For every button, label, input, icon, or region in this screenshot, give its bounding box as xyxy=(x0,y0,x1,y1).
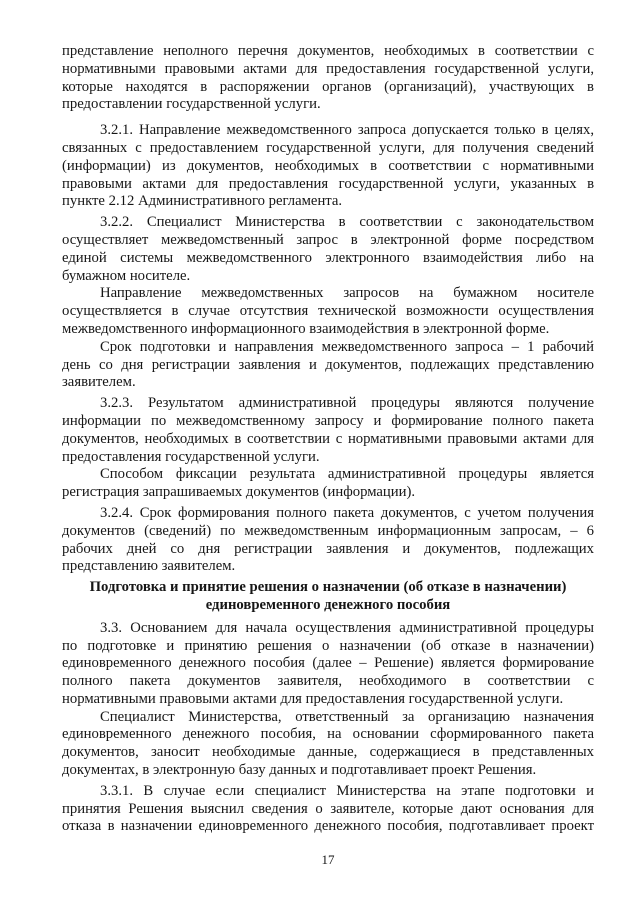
page-number: 17 xyxy=(321,852,335,867)
paragraph xyxy=(62,709,594,780)
text-line: межведомственного информационного взаимодействия в электронной форме. xyxy=(62,320,550,337)
text-line: рабочих дней со дня регистрации заявления и документов, подлежащих xyxy=(62,540,594,557)
section-heading-line: единовременного денежного пособия xyxy=(205,596,451,613)
paragraph-3-2-4 xyxy=(62,505,594,576)
paragraph-3-2-3 xyxy=(62,395,594,466)
text-line: документов (сведений) по межведомственным информационным запросам, – 6 xyxy=(62,522,594,539)
text-line: по подготовке и принятию решения о назначении (об отказе в назначении) xyxy=(62,637,594,654)
text-line: единовременного денежного пособия, на основании сформированного пакета xyxy=(62,726,594,743)
paragraph-3-2-1 xyxy=(62,122,594,211)
text-line: связанных с предоставлением государственной услуги, для получения сведений xyxy=(62,139,594,156)
text-line: 3.2.1. Направление межведомственного запроса допускается только в целях, xyxy=(100,122,594,139)
text-line: предоставления государственной услуги. xyxy=(62,448,320,465)
text-line: правовыми актами для предоставления государственной услуги, указанных в xyxy=(62,175,594,192)
paragraph-3-2-2 xyxy=(62,214,594,285)
text-line: Способом фиксации результата административной процедуры является xyxy=(100,466,594,483)
text-line: заявителем. xyxy=(62,374,136,391)
paragraph-3-3 xyxy=(62,620,594,709)
text-line: единой системы межведомственного электронного взаимодействия либо на xyxy=(62,249,594,266)
text-line: 3.3. Основанием для начала осуществления административной процедуры xyxy=(100,619,594,636)
text-line: осуществляет межведомственный запрос в электронной форме посредством xyxy=(62,231,594,248)
text-line: регистрация запрашиваемых документов (информации). xyxy=(62,484,416,501)
text-line: осуществляется в случае отсутствия технической возможности осуществления xyxy=(62,303,594,320)
text-line: Срок подготовки и направления межведомственного запроса – 1 рабочий xyxy=(100,338,594,355)
text-line: документов, заносит необходимые данные, содержащиеся в представленных xyxy=(62,744,594,761)
section-heading xyxy=(62,579,594,615)
text-line: которые находятся в распоряжении органов (организаций), участвующих в xyxy=(62,78,594,95)
text-line: день со дня регистрации заявления и документов, подлежащих представлению xyxy=(62,356,594,373)
text-line: отказа в назначении единовременного денежного пособия, подготавливает проект xyxy=(62,818,594,835)
paragraph xyxy=(62,285,594,338)
text-line: 3.3.1. В случае если специалист Министерства на этапе подготовки и xyxy=(100,782,594,799)
text-line: полного пакета документов заявителя, необходимого в соответствии с xyxy=(62,673,594,690)
text-line: представлению заявителем. xyxy=(62,558,236,575)
text-line: Специалист Министерства, ответственный за организацию назначения xyxy=(100,708,594,725)
text-line: 3.2.3. Результатом административной процедуры являются получение xyxy=(100,395,594,412)
paragraph xyxy=(62,466,594,502)
section-heading-line: Подготовка и принятие решения о назначении (об отказе в назначении) xyxy=(89,579,567,596)
text-line: представление неполного перечня документов, необходимых в соответствии с xyxy=(62,43,594,59)
text-line: принятия Решения выяснил сведения о заявителе, которые дают основания для xyxy=(62,800,594,817)
text-line: бумажном носителе. xyxy=(62,267,191,284)
text-line: документов, необходимых в соответствии с нормативными правовыми актами для xyxy=(62,430,594,447)
text-line: единовременного денежного пособия (далее – Решение) является формирование xyxy=(62,655,594,672)
text-line: Направление межведомственных запросов на бумажном носителе xyxy=(100,285,594,302)
paragraph-continuation xyxy=(62,43,594,114)
text-line: предоставлении государственной услуги. xyxy=(62,96,321,113)
text-line: документах, в электронную базу данных и подготавливает проект Решения. xyxy=(62,762,537,779)
text-line: 3.2.4. Срок формирования полного пакета документов, с учетом получения xyxy=(100,504,594,521)
text-line: информации по межведомственному запросу и формирование полного пакета xyxy=(62,412,594,429)
paragraph xyxy=(62,339,594,392)
text-line: нормативными правовыми актами для предоставления государственной услуги. xyxy=(62,690,564,707)
text-line: нормативными правовыми актами для предоставления государственной услуги, xyxy=(62,60,594,77)
document-body xyxy=(62,43,594,836)
text-line: пункте 2.12 Административного регламента. xyxy=(62,193,343,210)
text-line: 3.2.2. Специалист Министерства в соответствии с законодательством xyxy=(100,214,594,231)
text-line: (информации) из документов, необходимых в соответствии с нормативными xyxy=(62,157,594,174)
paragraph-3-3-1 xyxy=(62,783,594,836)
